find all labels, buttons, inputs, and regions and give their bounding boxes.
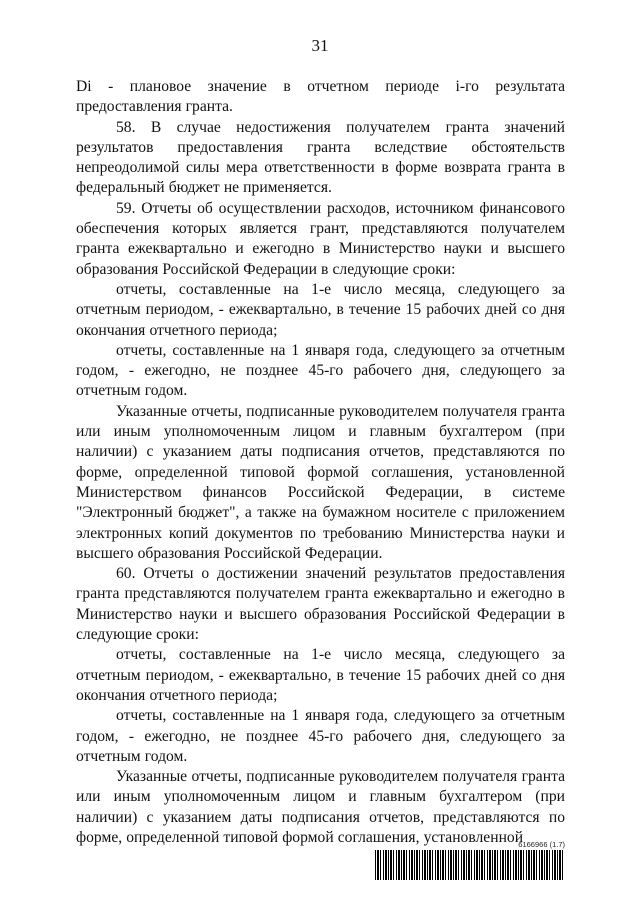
paragraph: 60. Отчеты о достижении значений результатов предоставления гранта представляются получателем гранта ежеквартально и ежегодно в Министерство науки и высшего образования Российской Федерации в следующие сроки:	[76, 565, 565, 644]
paragraph: Указанные отчеты, подписанные руководителем получателя гранта или иным уполномоченным лицом и главным бухгалтером (при наличии) с указанием даты подписания отчетов, представляются по форме, определенной типовой формой соглашения, установленной Министерством финансов Российской Федерации, в системе "Электронный бюджет", а также на бумажном носителе с приложением электронных копий документов по требованию Министерства науки и высшего образования Российской Федерации.	[76, 402, 565, 562]
paragraph: Di - плановое значение в отчетном периоде i-го результата предоставления гранта.	[76, 78, 565, 116]
page-number: 31	[311, 36, 329, 55]
paragraph: отчеты, составленные на 1-е число месяца, следующего за отчетным периодом, - ежеквартально, в течение 15 рабочих дней со дня окончания отчетного периода;	[76, 280, 565, 339]
document-body	[76, 77, 565, 848]
barcode	[375, 850, 565, 880]
paragraph: 58. В случае недостижения получателем гранта значений результатов предоставления гранта вследствие обстоятельств непреодолимой силы мера ответственности в форме возврата гранта в федеральный бюджет не применяется.	[76, 118, 565, 197]
paragraph: отчеты, составленные на 1 января года, следующего за отчетным годом, - ежегодно, не позднее 45-го рабочего дня, следующего за отчетным годом.	[76, 341, 565, 400]
document-code: 6166966 (1.7)	[518, 840, 565, 849]
paragraph: 59. Отчеты об осуществлении расходов, источником финансового обеспечения которых является грант, представляются получателем гранта ежеквартально и ежегодно в Министерство науки и высшего образования Российской Федерации в следующие сроки:	[76, 199, 565, 278]
paragraph: отчеты, составленные на 1-е число месяца, следующего за отчетным периодом, - ежеквартально, в течение 15 рабочих дней со дня окончания отчетного периода;	[76, 646, 565, 704]
paragraph: Указанные отчеты, подписанные руководителем получателя гранта или иным уполномоченным лицом и главным бухгалтером (при наличии) с указанием даты подписания отчетов, представляются по форме, определенной типовой формой соглашения, установленной	[76, 768, 565, 846]
paragraph: отчеты, составленные на 1 января года, следующего за отчетным годом, - ежегодно, не позднее 45-го рабочего дня, следующего за отчетным годом.	[76, 707, 565, 765]
